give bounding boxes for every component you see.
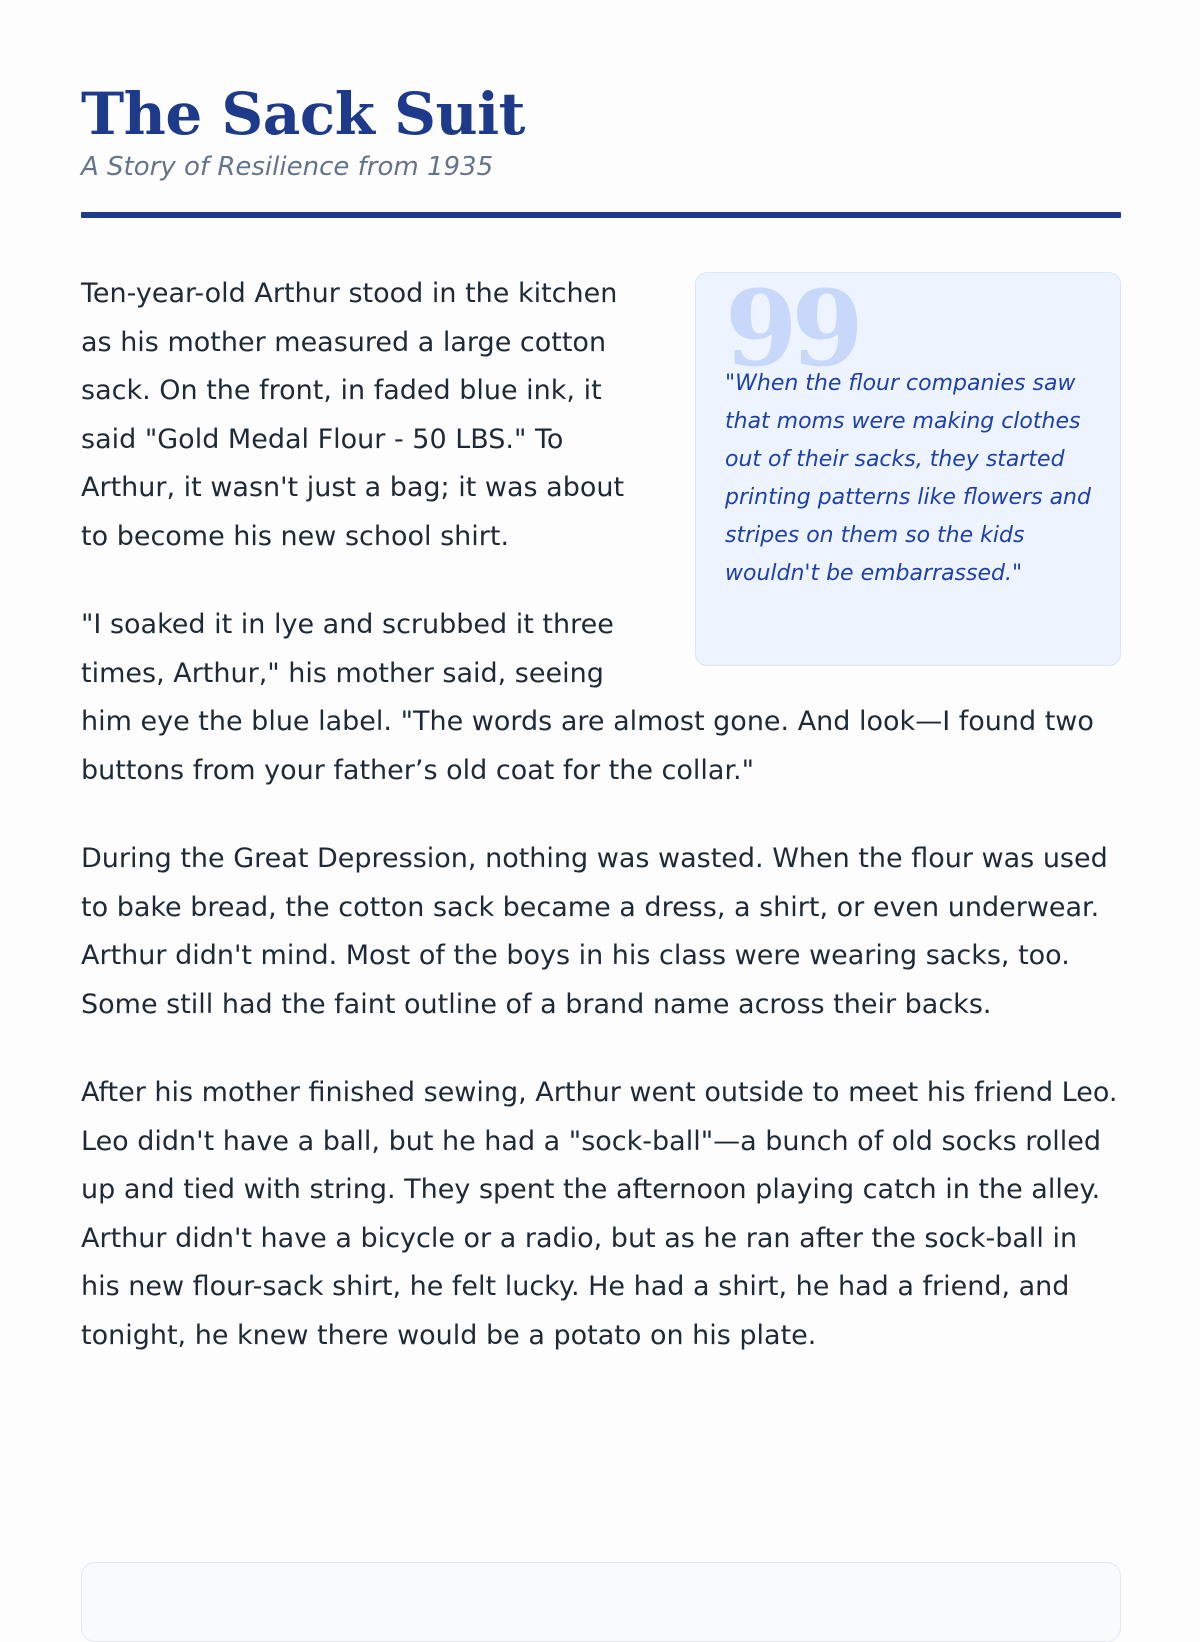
pull-quote-text: "When the flour companies saw that moms were making clothes out of their sacks, they started printing patterns like flowers and stripes on them so the kids wouldn't be embarrassed." xyxy=(725,371,1091,586)
story-paragraph-2: "I soaked it in lye and scrubbed it three times, Arthur," his mother said, seeing him eye the blue label. "The words are almost gone. And look—I found two buttons from your father’s old coat for the collar." xyxy=(81,609,1094,786)
story-paragraph-1: Ten-year-old Arthur stood in the kitchen as his mother measured a large cotton sack. On the front, in faded blue ink, it said "Gold Medal Flour - 50 LBS." To Arthur, it wasn't just a bag; it was about to become his new school shirt. xyxy=(81,278,625,552)
header-divider xyxy=(81,212,1121,218)
story-title: The Sack Suit xyxy=(81,80,525,148)
story-header xyxy=(81,0,1121,218)
quote-mark-icon: 99 xyxy=(725,267,858,390)
story-paragraph-3: During the Great Depression, nothing was wasted. When the flour was used to bake bread, the cotton sack became a dress, a shirt, or even underwear. Arthur didn't mind. Most of the boys in his class were wearing sacks, too. Some still had the faint outline of a brand name across their backs. xyxy=(81,843,1108,1020)
story-paragraph-4: After his mother finished sewing, Arthur went outside to meet his friend Leo. Leo didn't have a ball, but he had a "sock-ball"—a bunch of old socks rolled up and tied with string. They spent the afternoon playing catch in the alley. Arthur didn't have a bicycle or a radio, but as he ran after the sock-ball in his new flour-sack shirt, he felt lucky. He had a shirt, he had a friend, and tonight, he knew there would be a potato on his plate. xyxy=(81,1077,1118,1351)
bottom-panel xyxy=(81,1562,1121,1642)
story-body xyxy=(81,267,1121,1360)
story-subtitle: A Story of Resilience from 1935 xyxy=(81,152,494,182)
story-page xyxy=(81,0,1121,1400)
pull-quote xyxy=(695,267,1121,666)
